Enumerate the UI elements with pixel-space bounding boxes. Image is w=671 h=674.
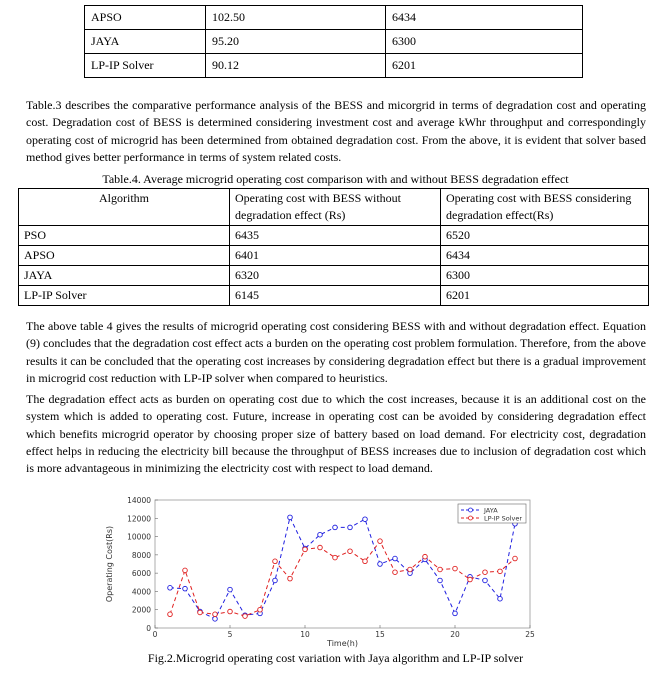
table-row	[19, 286, 649, 306]
y-axis-label: Operating Cost(Rs)	[105, 525, 114, 603]
legend-label-lp-ip-solver: LP-IP Solver	[484, 514, 523, 523]
table-cell: LP-IP Solver	[85, 54, 206, 78]
data-point-jaya	[378, 562, 383, 567]
table-row	[19, 266, 649, 286]
legend-marker-lp-ip-solver	[469, 516, 473, 520]
data-point-jaya	[348, 525, 353, 530]
data-point-jaya	[438, 578, 443, 583]
data-point-jaya	[213, 617, 218, 622]
header-without-degradation: Operating cost with BESS without degradation effect (Rs)	[230, 189, 441, 226]
table-cell: 6300	[441, 266, 649, 286]
header-with-degradation: Operating cost with BESS considering degradation effect(Rs)	[441, 189, 649, 226]
y-tick-label: 0	[146, 624, 151, 633]
paragraph-table3-description: Table.3 describes the comparative performance analysis of the BESS and micorgrid in terms of degradation cost and operating cost. Degradation cost of BESS is determined considering investment cost and average kWhr throughput and correspondingly operating cost of microgrid has been determined from obtained degradation cost. From the above, it is evident that solver based method gives better performance in terms of system related costs.	[26, 98, 646, 164]
table-cell: JAYA	[19, 266, 230, 286]
table-row	[85, 30, 583, 54]
x-tick-label: 15	[375, 630, 385, 639]
table-row	[19, 246, 649, 266]
y-tick-label: 6000	[131, 569, 151, 579]
data-point-lp-ip-solver	[408, 567, 413, 572]
table-cell: 6320	[230, 266, 441, 286]
legend-label-jaya: JAYA	[484, 506, 498, 515]
x-tick-label: 5	[227, 630, 233, 639]
data-point-lp-ip-solver	[258, 607, 263, 612]
table-cell: 95.20	[206, 30, 386, 54]
data-point-jaya	[168, 585, 173, 590]
y-tick-label: 2000	[131, 605, 151, 615]
y-tick-label: 4000	[131, 587, 151, 597]
data-point-lp-ip-solver	[228, 609, 233, 614]
data-point-lp-ip-solver	[213, 612, 218, 617]
x-tick-label: 10	[300, 630, 310, 639]
data-point-lp-ip-solver	[483, 570, 488, 575]
x-axis-label: Time(h)	[327, 639, 358, 648]
table-cell: 6300	[386, 30, 583, 54]
data-point-lp-ip-solver	[498, 569, 503, 574]
y-tick-label: 10000	[127, 532, 151, 542]
data-point-lp-ip-solver	[438, 567, 443, 572]
table-cell: 6145	[230, 286, 441, 306]
data-point-lp-ip-solver	[198, 610, 203, 615]
data-point-jaya	[498, 596, 503, 601]
table-row	[19, 226, 649, 246]
data-point-lp-ip-solver	[363, 559, 368, 564]
data-point-jaya	[363, 517, 368, 522]
series-line-jaya	[170, 517, 515, 618]
table-row	[85, 6, 583, 30]
table-cell: 6201	[441, 286, 649, 306]
table-cell: 90.12	[206, 54, 386, 78]
header-algorithm: Algorithm	[19, 189, 230, 226]
table-cell: APSO	[85, 6, 206, 30]
data-point-lp-ip-solver	[333, 555, 338, 560]
table-cell: 6434	[441, 246, 649, 266]
paragraph-degradation-discussion: The degradation effect acts as burden on operating cost due to which the cost increases, because it is an additional cost on the system which is added to operating cost. Future, increase in operating cost can be avoided by considering degradation effect which benefits microgrid operator by choosing proper size of battery based on load demand. For electricity cost, degradation effect helps in reducing the electricity bill because the throughput of BESS increases due to inclusion of degradation cost which is more advantageous in minimizing the electricity cost with respect to load demand.	[26, 392, 646, 476]
table-cell: APSO	[19, 246, 230, 266]
table-cell: JAYA	[85, 30, 206, 54]
table-cell: 102.50	[206, 6, 386, 30]
data-point-lp-ip-solver	[513, 556, 518, 561]
data-point-jaya	[273, 578, 278, 583]
data-point-lp-ip-solver	[303, 547, 308, 552]
y-tick-label: 8000	[131, 550, 151, 560]
data-point-jaya	[333, 525, 338, 530]
data-point-lp-ip-solver	[183, 568, 188, 573]
table3	[84, 5, 583, 78]
table4-caption: Table.4. Average microgrid operating cost comparison with and without BESS degradation effect	[102, 172, 569, 186]
data-point-jaya	[183, 586, 188, 591]
series-line-lp-ip-solver	[170, 541, 515, 616]
data-point-lp-ip-solver	[243, 614, 248, 619]
table-cell: 6520	[441, 226, 649, 246]
data-point-lp-ip-solver	[423, 554, 428, 559]
figure-caption: Fig.2.Microgrid operating cost variation with Jaya algorithm and LP-IP solver	[147, 651, 524, 665]
table-cell: 6434	[386, 6, 583, 30]
y-tick-label: 12000	[127, 514, 151, 524]
data-point-lp-ip-solver	[288, 576, 293, 581]
table4	[18, 188, 649, 306]
x-tick-label: 25	[525, 630, 535, 639]
x-tick-label: 0	[152, 630, 158, 639]
table-cell: PSO	[19, 226, 230, 246]
table-cell: 6201	[386, 54, 583, 78]
data-point-lp-ip-solver	[393, 570, 398, 575]
table-header-row	[19, 189, 649, 226]
table-row	[85, 54, 583, 78]
x-tick-label: 20	[450, 630, 460, 639]
data-point-lp-ip-solver	[378, 539, 383, 544]
data-point-jaya	[483, 578, 488, 583]
legend-marker-jaya	[469, 508, 473, 512]
data-point-jaya	[288, 515, 293, 520]
paragraph-table4-discussion: The above table 4 gives the results of microgrid operating cost considering BESS with and without degradation effect. Equation (9) concludes that the degradation cost effect acts a burden on the operating cost problem formulation. Therefore, from the above results it can be concluded that the operating cost increases by considering degradation effect but there is a gradual improvement in microgrid cost reduction with LP-IP solver when compared to heuristics.	[26, 319, 646, 385]
data-point-jaya	[393, 556, 398, 561]
data-point-lp-ip-solver	[273, 559, 278, 564]
table-cell: LP-IP Solver	[19, 286, 230, 306]
operating-cost-line-chart	[100, 492, 550, 648]
data-point-jaya	[228, 587, 233, 592]
data-point-jaya	[318, 532, 323, 537]
table-cell: 6435	[230, 226, 441, 246]
data-point-jaya	[453, 611, 458, 616]
data-point-lp-ip-solver	[318, 545, 323, 550]
data-point-lp-ip-solver	[348, 549, 353, 554]
table-cell: 6401	[230, 246, 441, 266]
data-point-lp-ip-solver	[168, 612, 173, 617]
data-point-lp-ip-solver	[468, 577, 473, 582]
data-point-lp-ip-solver	[453, 566, 458, 571]
y-tick-label: 14000	[127, 496, 151, 505]
